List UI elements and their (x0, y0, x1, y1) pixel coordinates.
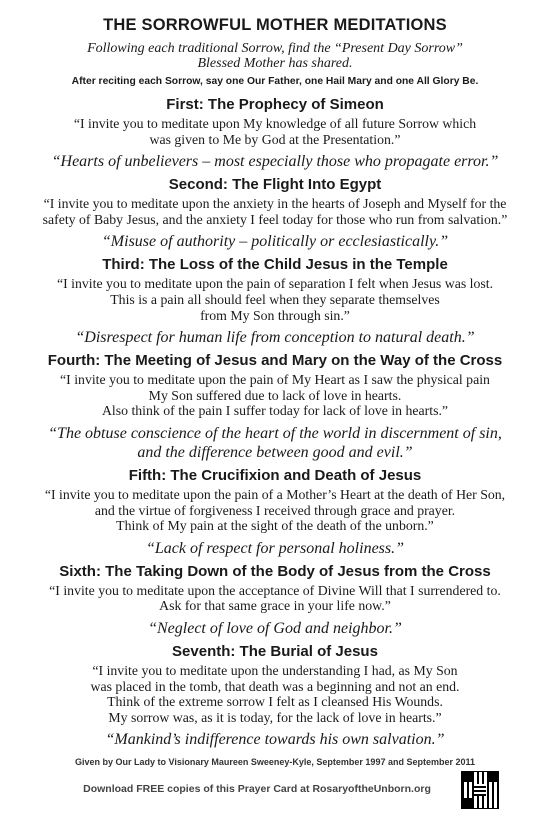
sorrow-section (22, 643, 528, 749)
quote-line: My sorrow was, as it is today, for the lack of love in hearts.” (108, 709, 442, 725)
sorrow-section (22, 467, 528, 558)
sorrow-section (22, 96, 528, 171)
quote-line: was given to Me by God at the Presentation.” (149, 131, 401, 147)
quote-line: safety of Baby Jesus, and the anxiety I feel today for those who run from salvation.” (42, 211, 508, 227)
quote-line: Think of My pain at the sight of the death of the unborn.” (116, 518, 434, 534)
present-day-line: “Lack of respect for personal holiness.” (145, 539, 405, 557)
intro-line: Following each traditional Sorrow, find the “Present Day Sorrow” (87, 41, 463, 56)
meditation-quote (22, 276, 528, 323)
quote-line: “I invite you to meditate upon the acceptance of Divine Will that I surrendered to. (49, 582, 501, 598)
present-day-sorrow (22, 232, 528, 251)
quote-line: “I invite you to meditate upon My knowledge of all future Sorrow which (73, 116, 477, 131)
download-line[interactable]: Download FREE copies of this Prayer Card at RosaryoftheUnborn.org (83, 783, 431, 795)
quote-line: This is a pain all should feel when they separate themselves (110, 291, 440, 307)
quote-line: Also think of the pain I suffer today for lack of love in hearts.” (101, 403, 449, 419)
present-day-line: and the difference between good and evil.” (137, 443, 413, 461)
present-day-sorrow (22, 539, 528, 558)
sorrow-section (22, 256, 528, 347)
sorrow-heading: Third: The Loss of the Child Jesus in the Temple (102, 256, 448, 274)
quote-line: Think of the extreme sorrow I felt as I cleansed His Wounds. (107, 694, 443, 710)
meditation-quote (22, 372, 528, 419)
quote-line: “I invite you to meditate upon the understanding I had, as My Son (92, 662, 458, 678)
present-day-line: “Mankind’s indifference towards his own salvation.” (105, 731, 445, 749)
present-day-line: “Hearts of unbelievers – most especially those who propagate error.” (51, 153, 499, 171)
credit-line: Given by Our Lady to Visionary Maureen Sweeney-Kyle, September 1997 and September 2011 (75, 757, 475, 768)
quote-line: “I invite you to meditate upon the pain of separation I felt when Jesus was lost. (56, 276, 494, 292)
sorrow-heading: Sixth: The Taking Down of the Body of Jesus from the Cross (59, 562, 491, 580)
sorrow-section (22, 352, 528, 462)
present-day-line: “The obtuse conscience of the heart of the world in discernment of sin, (48, 424, 502, 442)
quote-line: Ask for that same grace in your life now.” (159, 598, 391, 614)
sorrow-heading: Second: The Flight Into Egypt (168, 176, 382, 194)
intro-line: Blessed Mother has shared. (197, 56, 353, 71)
quote-line: and the virtue of forgiveness I received through grace and prayer. (94, 502, 456, 518)
quote-line: “I invite you to meditate upon the pain of a Mother’s Heart at the death of Her Son, (44, 486, 506, 502)
quote-line: My Son suffered due to lack of love in hearts. (148, 387, 402, 403)
meditation-quote (22, 583, 528, 614)
meditation-quote (22, 487, 528, 534)
sorrow-heading: Fourth: The Meeting of Jesus and Mary on the Way of the Cross (47, 352, 503, 370)
quote-line: was placed in the tomb, that death was a beginning and not an end. (90, 678, 460, 694)
present-day-sorrow (22, 424, 528, 462)
present-day-sorrow (22, 730, 528, 749)
present-day-sorrow (22, 152, 528, 171)
sorrow-heading: Seventh: The Burial of Jesus (172, 642, 378, 660)
sorrow-section (22, 176, 528, 251)
prayer-card (22, 12, 528, 767)
present-day-sorrow (22, 328, 528, 347)
meditation-quote (22, 116, 528, 147)
qr-code-icon[interactable] (462, 772, 498, 808)
quote-line: “I invite you to meditate upon the anxiety in the hearts of Joseph and Myself for the (43, 196, 507, 212)
instructions: After reciting each Sorrow, say one Our Father, one Hail Mary and one All Glory Be. (71, 76, 479, 87)
quote-line: from My Son through sin.” (200, 307, 350, 323)
present-day-line: “Disrespect for human life from conception to natural death.” (75, 329, 475, 347)
meditation-quote (22, 663, 528, 725)
quote-line: “I invite you to meditate upon the pain of My Heart as I saw the physical pain (60, 372, 490, 388)
present-day-line: “Neglect of love of God and neighbor.” (148, 619, 402, 637)
sorrow-section (22, 563, 528, 638)
sorrow-heading: First: The Prophecy of Simeon (166, 96, 384, 113)
sorrow-heading: Fifth: The Crucifixion and Death of Jesus (128, 466, 422, 484)
present-day-sorrow (22, 619, 528, 638)
present-day-line: “Misuse of authority – politically or ecclesiastically.” (101, 233, 449, 251)
page-title: THE SORROWFUL MOTHER MEDITATIONS (103, 16, 447, 34)
intro-text (22, 41, 528, 71)
meditation-quote (22, 196, 528, 227)
sorrows-list (22, 96, 528, 749)
